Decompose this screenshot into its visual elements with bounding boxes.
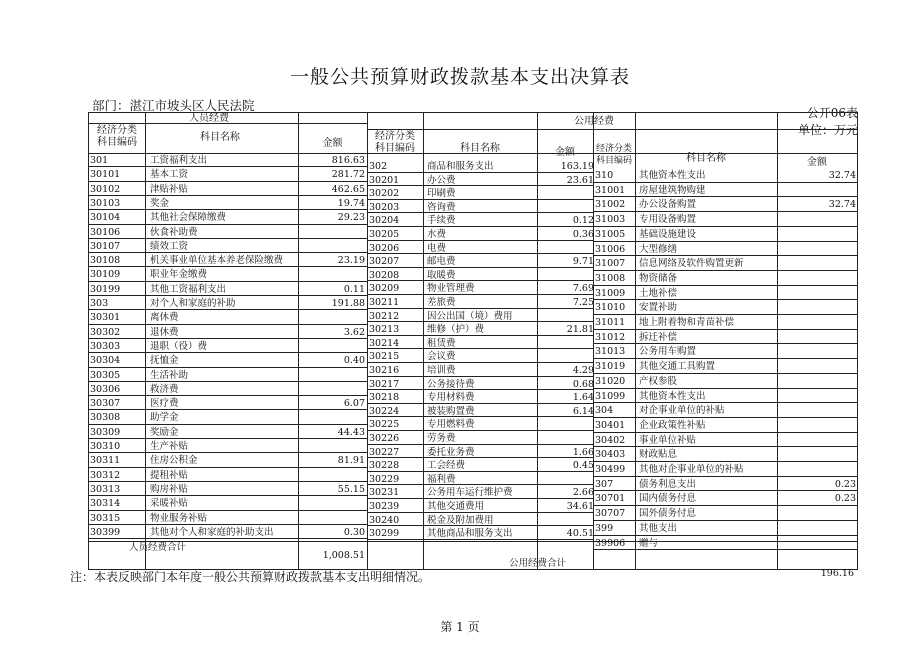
cell-code: 30207 (369, 256, 400, 268)
cell-code: 30201 (369, 174, 400, 186)
cell-code: 30206 (369, 242, 400, 254)
public-total-value: 196.16 (820, 568, 854, 579)
cell-name: 基本工资 (150, 169, 189, 181)
cell-code: 30701 (595, 493, 626, 505)
cell-amount: 40.51 (566, 528, 594, 540)
cell-code: 30216 (369, 365, 400, 376)
cell-amount: 0.23 (834, 493, 856, 505)
cell-code: 30707 (595, 508, 626, 520)
cell-amount: 0.12 (572, 215, 594, 227)
cell-code: 30108 (90, 255, 121, 267)
cell-code: 30311 (90, 455, 121, 467)
cell-code: 31003 (595, 214, 626, 226)
cell-code: 310 (595, 170, 614, 181)
cell-name: 印刷费 (427, 188, 456, 200)
cell-amount: 0.23 (834, 478, 856, 490)
cell-name: 大型修缮 (639, 243, 678, 255)
cell-name: 伙食补助费 (150, 226, 198, 238)
cell-code: 302 (369, 161, 388, 172)
cell-code: 30301 (90, 312, 121, 324)
footnote: 注：本表反映部门本年度一般公共预算财政拨款基本支出明细情况。 (70, 570, 431, 584)
cell-name: 公务用车购置 (639, 346, 697, 358)
cell-amount: 6.07 (343, 398, 365, 410)
cell-code: 31020 (595, 375, 626, 387)
cell-code: 30310 (90, 441, 121, 452)
cell-amount: 7.69 (572, 283, 594, 295)
cell-name: 赠与 (639, 537, 659, 549)
cell-code: 30224 (369, 405, 400, 417)
col-amount-header-3: 金额 (807, 157, 827, 168)
cell-code: 30225 (369, 419, 400, 431)
cell-amount: 34.61 (566, 501, 594, 512)
cell-name: 工会经费 (427, 460, 466, 472)
cell-name: 其他商品和服务支出 (427, 528, 513, 540)
cell-amount: 163.19 (560, 161, 594, 172)
cell-name: 办公费 (427, 174, 456, 186)
cell-code: 30107 (90, 240, 121, 252)
cell-code: 30104 (90, 212, 121, 224)
cell-name: 救济费 (150, 383, 179, 395)
cell-name: 物业管理费 (427, 283, 475, 295)
cell-name: 财政贴息 (639, 449, 678, 461)
cell-code: 30401 (595, 419, 626, 431)
row-divider (89, 538, 367, 539)
cell-name: 咨询费 (427, 201, 456, 213)
cell-code: 31009 (595, 287, 626, 299)
cell-name: 住房公积金 (150, 455, 198, 467)
department-label: 部门：湛江市坡头区人民法院 (92, 98, 255, 113)
cell-name: 企业政策性补贴 (639, 419, 706, 431)
cell-code: 30102 (90, 183, 121, 195)
col-amount-header: 金额 (322, 138, 343, 149)
personnel-total-label: 人员经费合计 (129, 542, 187, 553)
cell-name: 电费 (427, 242, 447, 254)
cell-amount: 816.63 (331, 155, 365, 166)
cell-code: 30209 (369, 283, 400, 295)
cell-name: 其他对个人和家庭的补助支出 (150, 526, 274, 538)
cell-name: 安置补助 (639, 302, 678, 314)
cell-code: 30213 (369, 324, 400, 336)
cell-name: 退职（役）费 (150, 340, 208, 352)
cell-code: 30212 (369, 310, 400, 322)
cell-name: 取暖费 (427, 269, 456, 281)
cell-amount: 3.62 (343, 326, 365, 338)
cell-amount: 29.23 (337, 212, 365, 224)
cell-name: 生活补助 (150, 369, 189, 381)
cell-amount: 1.66 (572, 446, 594, 458)
personnel-header: 人员经费 (189, 113, 229, 124)
cell-name: 购房补贴 (150, 483, 189, 495)
cell-code: 31002 (595, 199, 626, 211)
cell-name: 土地补偿 (639, 287, 678, 299)
cell-amount: 0.40 (343, 355, 365, 367)
cell-name: 其他交通费用 (427, 501, 485, 512)
cell-name: 抚恤金 (150, 355, 179, 367)
cell-code: 30239 (369, 501, 400, 512)
cell-code: 30208 (369, 269, 400, 281)
cell-code: 30240 (369, 514, 400, 526)
cell-name: 专用设备购置 (639, 214, 697, 226)
cell-code: 30305 (90, 369, 121, 381)
public-total-label: 公用经费合计 (509, 558, 567, 569)
cell-code: 31001 (595, 184, 626, 196)
cell-name: 医疗费 (150, 398, 179, 410)
cell-code: 30315 (90, 512, 121, 524)
cell-name: 职业年金缴费 (150, 269, 208, 281)
col-name-header-3: 科目名称 (686, 153, 726, 164)
personnel-total-value: 1,008.51 (322, 550, 365, 561)
col-code-header: 经济分类 科目编码 (97, 125, 137, 148)
cell-code: 30204 (369, 215, 400, 227)
cell-code: 30226 (369, 433, 400, 444)
cell-code: 30218 (369, 392, 400, 404)
cell-name: 事业单位补贴 (639, 434, 697, 446)
cell-code: 30106 (90, 226, 121, 238)
unit-label: 单位：万元 (797, 123, 858, 137)
col-code-header-2: 经济分类 科目编码 (375, 131, 415, 154)
cell-code: 30229 (369, 473, 400, 485)
cell-code: 30215 (369, 351, 400, 363)
cell-name: 差旅费 (427, 297, 456, 308)
cell-amount: 191.88 (331, 298, 365, 309)
cell-name: 维修（护）费 (427, 324, 485, 336)
col-name-header-2: 科目名称 (460, 143, 500, 154)
cell-name: 其他资本性支出 (639, 390, 706, 402)
cell-code: 30304 (90, 355, 121, 367)
cell-name: 税金及附加费用 (427, 514, 494, 526)
cell-amount: 0.36 (572, 229, 594, 240)
cell-code: 30103 (90, 197, 121, 209)
cell-amount: 1.64 (572, 392, 594, 404)
cell-amount: 55.15 (337, 483, 365, 495)
cell-code: 30306 (90, 383, 121, 395)
cell-code: 30312 (90, 469, 121, 481)
cell-code: 30399 (90, 526, 121, 538)
cell-name: 福利费 (427, 473, 456, 485)
cell-code: 30211 (369, 297, 400, 308)
cell-amount: 6.14 (572, 405, 594, 417)
col-name-header: 科目名称 (200, 132, 240, 143)
cell-name: 退休费 (150, 326, 179, 338)
cell-code: 30403 (595, 449, 626, 461)
cell-code: 30217 (369, 378, 400, 390)
cell-name: 其他工资福利支出 (150, 283, 227, 295)
cell-code: 303 (90, 298, 109, 309)
cell-amount: 23.61 (566, 174, 594, 186)
cell-code: 301 (90, 155, 109, 166)
cell-name: 会议费 (427, 351, 456, 363)
cell-amount: 4.29 (572, 365, 594, 376)
cell-name: 培训费 (427, 365, 456, 376)
cell-name: 采暖补贴 (150, 498, 189, 510)
cell-code: 31010 (595, 302, 626, 314)
form-number: 公开06表 (806, 106, 858, 120)
cell-amount: 32.74 (828, 199, 856, 211)
cell-code: 30307 (90, 398, 121, 410)
cell-name: 专用燃料费 (427, 419, 475, 431)
cell-name: 机关事业单位基本养老保险缴费 (150, 255, 284, 267)
cell-name: 基础设施建设 (639, 228, 697, 240)
cell-amount: 0.30 (343, 526, 365, 538)
cell-name: 地上附着物和青苗补偿 (639, 317, 735, 328)
cell-name: 产权参股 (639, 375, 678, 387)
cell-code: 30302 (90, 326, 121, 338)
cell-name: 劳务费 (427, 433, 456, 444)
cell-code: 307 (595, 478, 614, 490)
cell-code: 30214 (369, 337, 400, 349)
cell-code: 31007 (595, 258, 626, 270)
cell-code: 30202 (369, 188, 400, 200)
cell-code: 30231 (369, 487, 400, 499)
cell-amount: 0.68 (572, 378, 594, 390)
cell-name: 邮电费 (427, 256, 456, 268)
cell-name: 其他资本性支出 (639, 170, 706, 181)
public-header: 公用经费 (574, 116, 614, 127)
cell-code: 31011 (595, 317, 626, 328)
col-amount-header-2: 金额 (555, 147, 575, 158)
cell-name: 津贴补贴 (150, 183, 189, 195)
cell-name: 助学金 (150, 412, 179, 424)
cell-name: 工资福利支出 (150, 155, 208, 166)
cell-name: 生产补贴 (150, 441, 189, 452)
cell-code: 31006 (595, 243, 626, 255)
cell-amount: 2.66 (572, 487, 594, 499)
cell-name: 物业服务补贴 (150, 512, 208, 524)
cell-name: 房屋建筑物购建 (639, 184, 706, 196)
cell-amount: 7.25 (572, 297, 594, 308)
cell-name: 公务用车运行维护费 (427, 487, 513, 499)
cell-code: 30499 (595, 464, 626, 475)
cell-name: 国外债务付息 (639, 508, 697, 520)
cell-name: 奖金 (150, 197, 170, 209)
cell-amount: 23.19 (337, 255, 365, 267)
cell-name: 商品和服务支出 (427, 161, 494, 172)
cell-name: 办公设备购置 (639, 199, 697, 211)
cell-code: 30309 (90, 426, 121, 438)
cell-code: 31099 (595, 390, 626, 402)
cell-code: 31013 (595, 346, 626, 358)
cell-code: 31019 (595, 361, 626, 373)
cell-name: 租赁费 (427, 337, 456, 349)
page-title: 一般公共预算财政拨款基本支出决算表 (289, 66, 630, 88)
cell-amount: 281.72 (331, 169, 365, 181)
cell-code: 30402 (595, 434, 626, 446)
cell-name: 绩效工资 (150, 240, 189, 252)
cell-code: 399 (595, 522, 614, 534)
cell-name: 国内债务付息 (639, 493, 697, 505)
cell-code: 30109 (90, 269, 121, 281)
cell-code: 30101 (90, 169, 121, 181)
page-number: 第 1 页 (440, 620, 480, 634)
cell-amount: 19.74 (337, 197, 365, 209)
cell-amount: 462.65 (331, 183, 365, 195)
cell-code: 30227 (369, 446, 400, 458)
cell-amount: 0.11 (343, 283, 365, 295)
cell-name: 对个人和家庭的补助 (150, 298, 236, 309)
cell-name: 提租补贴 (150, 469, 189, 481)
cell-code: 30205 (369, 229, 400, 240)
cell-code: 31012 (595, 331, 626, 343)
cell-name: 其他支出 (639, 522, 678, 534)
cell-name: 债务利息支出 (639, 478, 697, 490)
cell-code: 39906 (595, 537, 626, 549)
cell-name: 其他对企事业单位的补贴 (639, 464, 744, 475)
cell-name: 其他社会保障缴费 (150, 212, 227, 224)
cell-code: 30308 (90, 412, 121, 424)
cell-name: 被装购置费 (427, 405, 475, 417)
row-divider (593, 549, 857, 550)
cell-amount: 0.45 (572, 460, 594, 472)
cell-name: 专用材料费 (427, 392, 475, 404)
cell-code: 30314 (90, 498, 121, 510)
cell-code: 30303 (90, 340, 121, 352)
cell-name: 因公出国（境）费用 (427, 310, 513, 322)
cell-name: 其他交通工具购置 (639, 361, 716, 373)
cell-code: 30313 (90, 483, 121, 495)
cell-code: 30228 (369, 460, 400, 472)
cell-code: 30203 (369, 201, 400, 213)
cell-name: 公务接待费 (427, 378, 475, 390)
cell-amount: 21.81 (566, 324, 594, 336)
cell-name: 离休费 (150, 312, 179, 324)
cell-code: 31008 (595, 272, 626, 284)
cell-name: 对企事业单位的补贴 (639, 405, 725, 417)
col-code-header-3: 经济分类 科目编码 (595, 144, 632, 166)
cell-name: 委托业务费 (427, 446, 475, 458)
row-divider (367, 539, 593, 540)
cell-amount: 32.74 (828, 170, 856, 181)
cell-name: 拆迁补偿 (639, 331, 678, 343)
cell-code: 304 (595, 405, 614, 417)
cell-name: 物资储备 (639, 272, 678, 284)
cell-name: 手续费 (427, 215, 456, 227)
cell-amount: 44.43 (337, 426, 365, 438)
cell-code: 30199 (90, 283, 121, 295)
cell-name: 信息网络及软件购置更新 (639, 258, 744, 270)
cell-name: 水费 (427, 229, 447, 240)
cell-amount: 9.71 (572, 256, 594, 268)
cell-code: 31005 (595, 228, 626, 240)
cell-amount: 81.91 (337, 455, 365, 467)
cell-code: 30299 (369, 528, 400, 540)
cell-name: 奖励金 (150, 426, 179, 438)
